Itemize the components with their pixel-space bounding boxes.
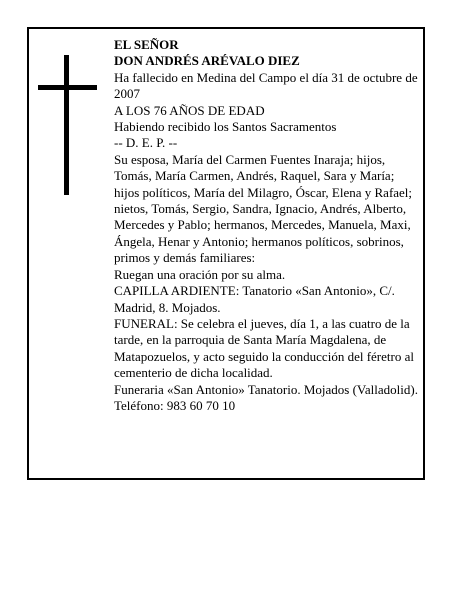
funeral-paragraph: FUNERAL: Se celebra el jueves, día 1, a las cuatro de la tarde, en la parroquia de Santa María Magdalena, de Matapozuelos, y acto seguido la conducción del féretro al cementerio de dicha localidad.: [114, 315, 414, 381]
death-statement: Ha fallecido en Medina del Campo el día 31 de octubre de 2007: [114, 69, 418, 102]
sacraments-line: Habiendo recibido los Santos Sacramentos: [114, 119, 337, 135]
family-paragraph: Su esposa, María del Carmen Fuentes Inaraja; hijos, Tomás, María Carmen, Andrés, Raquel, Sara y María; hijos políticos, María del Milagro, Óscar, Elena y Rafael; nietos, Tomás, Sergio, Sandra, Ignacio, Andrés, Alberto, Mercedes y Pablo; hermanos, Mercedes, Manuela, Maxi, Ángela, Henar y Antonio; hermanos políticos, sobrinos, primos y demás familiares:: [114, 151, 413, 266]
age-line: A LOS 76 AÑOS DE EDAD: [114, 102, 265, 118]
chapel-paragraph: CAPILLA ARDIENTE: Tanatorio «San Antonio», C/. Madrid, 8. Mojados.: [114, 283, 395, 315]
prayer-line: Ruegan una oración por su alma.: [114, 266, 286, 282]
funeral-home-paragraph: Funeraria «San Antonio» Tanatorio. Mojados (Valladolid). Teléfono: 983 60 70 10: [114, 381, 418, 413]
title-line-1: EL SEÑOR: [114, 37, 179, 52]
cross-icon-bar: [38, 85, 97, 90]
obituary-text: [114, 37, 420, 414]
rip-line: -- D. E. P. --: [114, 135, 178, 151]
cross-icon: [64, 55, 69, 195]
deceased-name: DON ANDRÉS ARÉVALO DIEZ: [114, 53, 300, 69]
